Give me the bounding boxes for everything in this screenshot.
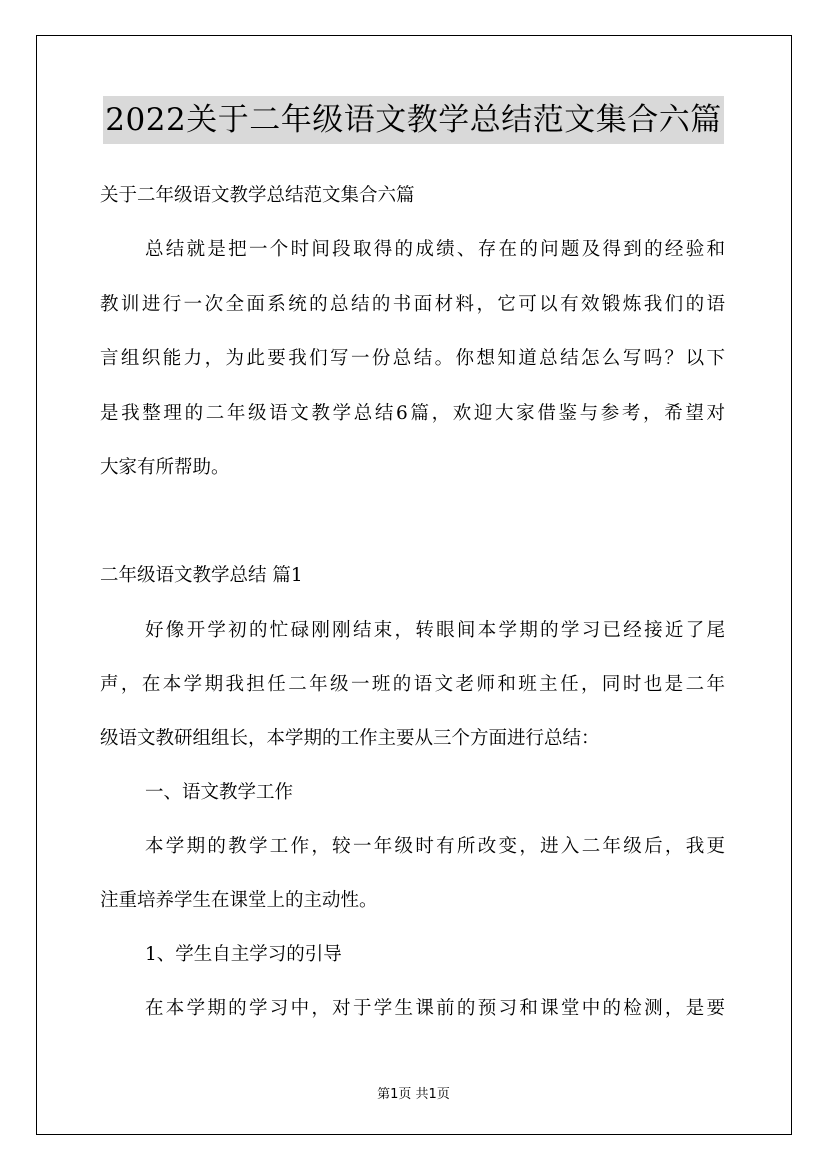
para2-line-2: 注重培养学生在课堂上的主动性。 (100, 890, 378, 911)
document-title: 2022关于二年级语文教学总结范文集合六篇 (103, 96, 723, 144)
intro-line-2: 教训进行一次全面系统的总结的书面材料，它可以有效锻炼我们的语 (100, 294, 725, 315)
para1-line-3: 级语文教研组组长，本学期的工作主要从三个方面进行总结： (100, 728, 600, 749)
subheading-1: 一、语文教学工作 (145, 782, 294, 803)
intro-line-5: 大家有所帮助。 (100, 457, 230, 478)
section-heading: 二年级语文教学总结 篇1 (100, 565, 303, 586)
intro-line-4: 是我整理的二年级语文教学总结6篇，欢迎大家借鉴与参考，希望对 (100, 403, 725, 424)
intro-line-1: 总结就是把一个时间段取得的成绩、存在的问题及得到的经验和 (145, 239, 725, 260)
para1-line-2: 声，在本学期我担任二年级一班的语文老师和班主任，同时也是二年 (100, 674, 725, 695)
subheading-2: 1、学生自主学习的引导 (145, 944, 342, 965)
para2-line-1: 本学期的教学工作，较一年级时有所改变，进入二年级后，我更 (145, 836, 725, 857)
intro-line-3: 言组织能力，为此要我们写一份总结。你想知道总结怎么写吗？以下 (100, 348, 725, 369)
document-subtitle: 关于二年级语文教学总结范文集合六篇 (100, 185, 415, 206)
page-footer: 第1页 共1页 (377, 1087, 450, 1102)
para3-line-1: 在本学期的学习中，对于学生课前的预习和课堂中的检测，是要 (145, 998, 725, 1019)
para1-line-1: 好像开学初的忙碌刚刚结束，转眼间本学期的学习已经接近了尾 (145, 620, 725, 641)
title-container (0, 96, 827, 144)
